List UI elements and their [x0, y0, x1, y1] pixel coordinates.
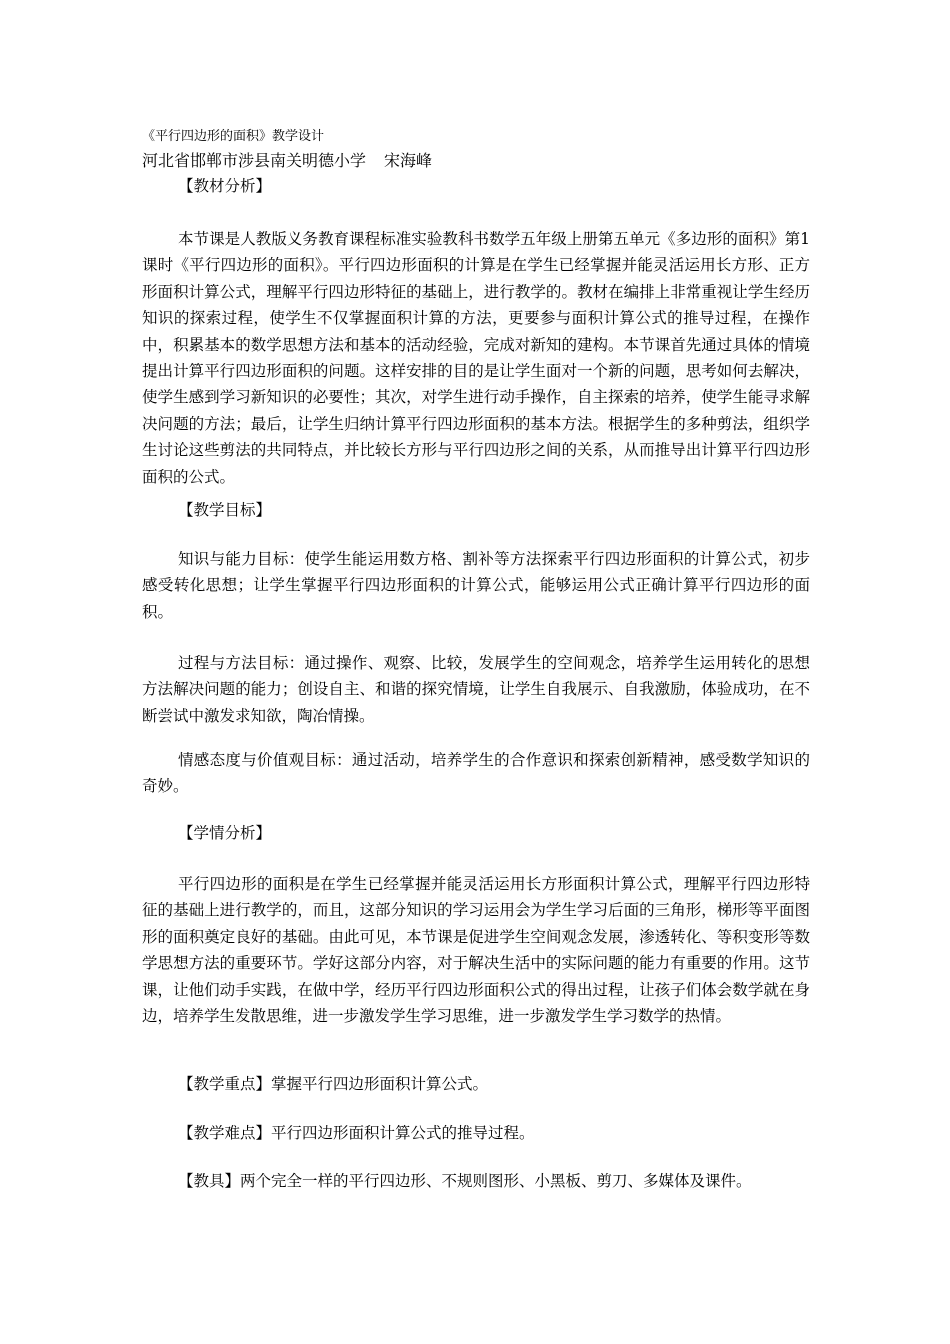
paragraph-textbook-analysis: 本节课是人教版义务教育课程标准实验教科书数学五年级上册第五单元《多边形的面积》第1课时《平行四边形的面积》。平行四边形面积的计算是在学生已经掌握并能灵活运用长方形、正方形面积计算公式，理解平行四边形特征的基础上，进行教学的。教材在编排上非常重视让学生经历知识的探索过程，使学生不仅掌握面积计算的方法，更要参与面积计算公式的推导过程，在操作中，积累基本的数学思想方法和基本的活动经验，完成对新知的建构。本节课首先通过具体的情境提出计算平行四边形面积的问题。这样安排的目的是让学生面对一个新的问题，思考如何去解决，使学生感到学习新知识的必要性；其次，对学生进行动手操作，自主探索的培养，使学生能寻求解决问题的方法；最后，让学生归纳计算平行四边形面积的基本方法。根据学生的多种剪法，组织学生讨论这些剪法的共同特点，并比较长方形与平行四边形之间的关系，从而推导出计算平行四边形面积的公式。 — [142, 230, 810, 486]
paragraph-emotion-goal: 情感态度与价值观目标：通过活动，培养学生的合作意识和探索创新精神，感受数学知识的奇妙。 — [142, 751, 810, 796]
heading-teaching-aids: 【教具】 — [178, 1172, 241, 1190]
paragraph-student-analysis: 平行四边形的面积是在学生已经掌握并能灵活运用长方形面积计算公式，理解平行四边形特征的基础上进行教学的，而且，这部分知识的学习运用会为学生学习后面的三角形，梯形等平面图形的面积奠定良好的基础。由此可见，本节课是促进学生空间观念发展，渗透转化、等积变形等数学思想方法的重要环节。学好这部分内容，对于解决生活中的实际问题的能力有重要的作用。这节课，让他们动手实践，在做中学，经历平行四边形面积公式的得出过程，让孩子们体会数学就在身边，培养学生发散思维，进一步激发学生学习思维，进一步激发学生学习数学的热情。 — [142, 875, 810, 1026]
teaching-aids-line — [178, 1171, 752, 1191]
author-name: 宋海峰 — [384, 151, 433, 170]
difficult-point-text: 平行四边形面积计算公式的推导过程。 — [271, 1124, 535, 1142]
difficult-point-line — [178, 1123, 535, 1143]
heading-key-point: 【教学重点】 — [178, 1075, 272, 1093]
heading-textbook-analysis: 【教材分析】 — [178, 177, 272, 195]
author-line — [142, 151, 432, 171]
heading-teaching-goals: 【教学目标】 — [178, 501, 272, 519]
paragraph-knowledge-goal: 知识与能力目标：使学生能运用数方格、割补等方法探索平行四边形面积的计算公式，初步感受转化思想；让学生掌握平行四边形面积的计算公式，能够运用公式正确计算平行四边形的面积。 — [142, 550, 810, 621]
paragraph-process-goal: 过程与方法目标：通过操作、观察、比较，发展学生的空间观念，培养学生运用转化的思想方法解决问题的能力；创设自主、和谐的探究情境，让学生自我展示、自我激励，体验成功，在不断尝试中激发求知欲，陶冶情操。 — [142, 654, 810, 725]
document-title: 《平行四边形的面积》教学设计 — [142, 129, 325, 144]
heading-student-analysis: 【学情分析】 — [178, 824, 272, 842]
key-point-line — [178, 1074, 488, 1094]
teaching-aids-text: 两个完全一样的平行四边形、不规则图形、小黑板、剪刀、多媒体及课件。 — [240, 1172, 752, 1190]
author-school: 河北省邯郸市涉县南关明德小学 — [142, 151, 367, 170]
heading-difficult-point: 【教学难点】 — [178, 1124, 272, 1142]
key-point-text: 掌握平行四边形面积计算公式。 — [271, 1075, 489, 1093]
